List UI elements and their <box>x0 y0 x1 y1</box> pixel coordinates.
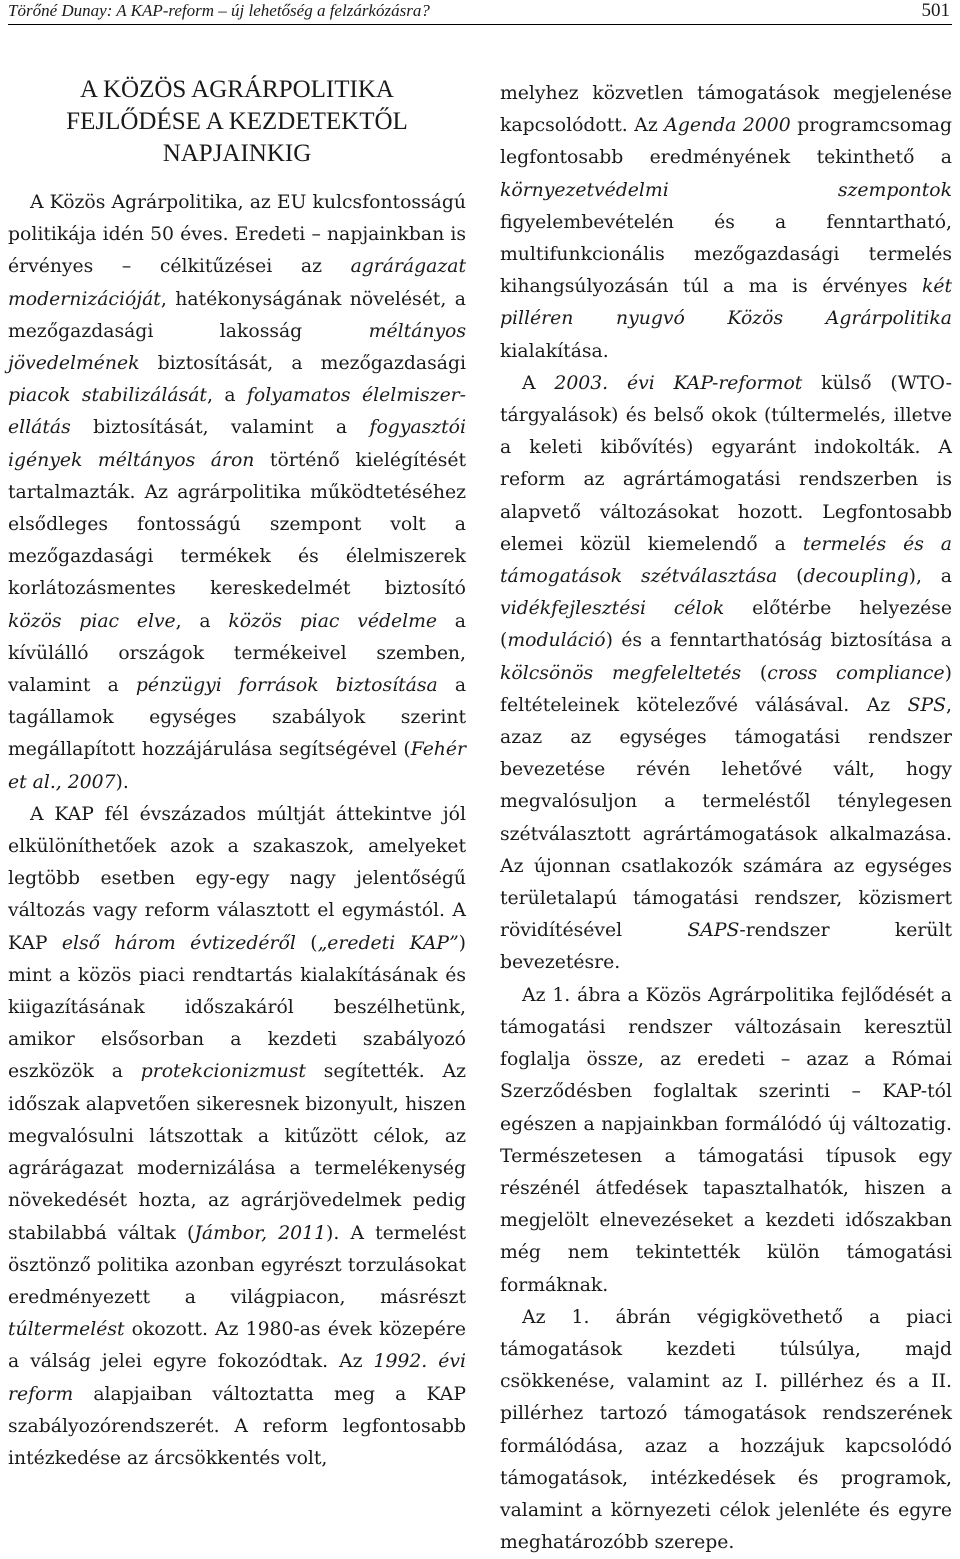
emphasis-text: cross compliance <box>767 662 945 684</box>
body-paragraph <box>500 980 952 1302</box>
emphasis-text: első három évtizedéről <box>61 932 296 954</box>
paragraph-text: melyhez közvetlen támogatások megjelenése kapcsolódott. Az <box>500 83 952 137</box>
paragraph-text: ). <box>115 771 129 793</box>
emphasis-text: SAPS <box>687 920 740 942</box>
emphasis-text: decoupling <box>803 566 909 588</box>
paragraph-text: biztosítását, valamint a <box>70 417 370 439</box>
paragraph-text: ( <box>295 932 318 954</box>
section-heading-line: A KÖZÖS AGRÁRPOLITIKA <box>80 76 394 103</box>
paragraph-text: külső (WTO-tárgyalások) és belső okok (túltermelés, illetve a keleti kibővítés) egyaránt indokolták. A reform az agrártámogatási rendszerben is alapvető változásokat hozott. Legfontosabb elemei közül kiemelendő a <box>500 372 952 555</box>
emphasis-text: Jámbor, 2011 <box>194 1222 327 1244</box>
emphasis-text: fogyasztói igények méltányos áron <box>8 417 466 471</box>
emphasis-text: vidékfejlesztési célok <box>500 598 725 620</box>
section-heading-line: FEJLŐDÉSE A KEZDETEKTŐL <box>66 108 408 135</box>
paragraph-text: programcsomag legfontosabb eredményének tekinthető a <box>500 115 952 169</box>
paragraph-text: A <box>522 372 555 394</box>
body-paragraph <box>500 1302 952 1559</box>
emphasis-text: moduláció <box>507 630 606 652</box>
paragraph-text: okozott. Az 1980-as évek közepére a válság jelei egyre fokozódtak. Az <box>8 1319 466 1373</box>
section-heading-line: NAPJAINKIG <box>162 140 312 167</box>
emphasis-text: két pilléren nyugvó Közös Agrárpolitika <box>500 276 952 330</box>
body-paragraph <box>500 368 952 980</box>
emphasis-text: kölcsönös megfeleltetés <box>500 662 742 684</box>
paragraph-text: a tagállamok egységes szabályok szerint megállapított hozzájárulása segítségével ( <box>8 675 467 761</box>
right-column <box>500 78 952 1559</box>
right-column-body <box>500 78 952 1559</box>
paragraph-text: , hatékonyságának növelését, a mezőgazdasági lakosság <box>8 288 466 342</box>
paragraph-text: A KAP fél évszázados múltját áttekintve jól elkülöníthetőek azok a szakaszok, amelyeket legtöbb esetben egy-egy nagy jelentőségű változás vagy reform választott el egymástól. A KAP <box>8 803 466 954</box>
paragraph-text: A Közös Agrárpolitika, az EU kulcsfontosságú politikája idén 50 éves. Eredeti – napjainkban is érvényes – célkitűzései az <box>8 192 466 278</box>
left-column-body <box>8 187 466 1475</box>
body-paragraph <box>500 78 952 368</box>
emphasis-text: agrárágazat modernizációját <box>8 256 466 310</box>
body-paragraph <box>8 187 466 799</box>
emphasis-text: közös piac védelme <box>228 610 438 632</box>
emphasis-text: környezetvédelmi szempontok <box>500 179 952 201</box>
emphasis-text: piacok stabilizálását <box>8 385 207 407</box>
emphasis-text: folyamatos élelmiszer-ellátás <box>8 385 467 439</box>
paragraph-text: kialakítása. <box>500 340 609 362</box>
emphasis-text: Agenda 2000 <box>664 115 791 137</box>
paragraph-text: segítették. Az időszak alapvetően sikeresnek bizonyult, hiszen megvalósulni látszottak a kitűzött célok, az agrárágazat modernizálása a termelékenység növekedését hozta, az agrárjövedelmek pedig stabilabbá váltak ( <box>8 1061 466 1244</box>
emphasis-text: 2003. évi KAP-reformot <box>554 372 803 394</box>
paragraph-text: alapjaiban változtatta meg a KAP szabályozórendszerét. A reform legfontosabb intézkedése az árcsökkentés volt, <box>8 1383 466 1469</box>
emphasis-text: 1992. évi reform <box>8 1351 466 1405</box>
section-heading <box>8 74 466 170</box>
paragraph-text: Az 1. ábrán végigkövethető a piaci támogatások kezdeti túlsúlya, majd csökkenése, valamint az I. pillérhez és a II. pillérhez tartozó támogatások rendszerének formálódása, azaz a hozzájuk kapcsolódó támogatások, intézkedések és programok, valamint a környezeti célok jelenléte és egyre meghatározóbb szerepe. <box>500 1306 952 1554</box>
paragraph-text: ) feltételeinek kötelezővé válásával. Az <box>500 662 952 716</box>
paragraph-text: történő kielégítését tartalmazták. Az agrárpolitika működtetéséhez elsődleges fontosságú szempont volt a mezőgazdasági termékek és élelmiszerek korlátozásmentes kereskedelmét biztosító <box>8 449 466 600</box>
paragraph-text: , azaz az egységes támogatási rendszer bevezetése révén lehetővé vált, hogy megvalósuljon a termeléstől ténylegesen szétválasztott agrártámogatások alkalmazása. Az újonnan csatlakozók számára az egységes területalapú támogatási rendszer, közismert rövidítésével <box>500 694 952 942</box>
paragraph-text: ( <box>777 566 804 588</box>
paragraph-text: ) és a fenntarthatóság biztosítása a <box>605 630 952 652</box>
emphasis-text: méltányos jövedelmének <box>8 320 466 375</box>
paragraph-text: figyelembevételén és a fenntartható, multifunkcionális mezőgazdasági termelés kihangsúlyozásán túl a ma is érvényes <box>500 211 952 298</box>
paragraph-text: előtérbe helyezése ( <box>500 598 952 652</box>
paragraph-text: , a <box>206 385 247 407</box>
running-head <box>8 0 952 25</box>
emphasis-text: SPS <box>907 694 947 716</box>
paragraph-text: Az 1. ábra a Közös Agrárpolitika fejlődését a támogatási rendszer változásain keresztül foglalja össze, az eredeti – azaz a Római Szerződésben foglaltak szerinti – KAP-tól egészen a napjainkban formálódó új változatig. Természetesen a támogatási típusok egy részénél átfedések tapasztalhatók, hiszen a megjelölt elnevezéseket a kezdeti időszakban még nem tekintették külön támogatási formáknak. <box>500 984 952 1296</box>
paragraph-text: a kívülálló országok termékeivel szemben, valamint a <box>8 610 467 697</box>
emphasis-text: termelés és a támogatások szétválasztása <box>500 533 953 588</box>
emphasis-text: protekcionizmust <box>140 1061 306 1083</box>
running-head-title: Törőné Dunay: A KAP-reform – új lehetőség a felzárkózásra? <box>8 1 430 20</box>
paragraph-text: -rendszer került bevezetésre. <box>500 920 952 974</box>
paragraph-text: ) mint a közös piaci rendtartás kialakításának és kiigazításának időszakáról beszélhetünk, amikor elsősorban a kezdeti szabályozó eszközök a <box>8 932 466 1083</box>
emphasis-text: túltermelést <box>8 1319 125 1341</box>
page-number: 501 <box>921 0 950 21</box>
paragraph-text: ). A termelést ösztönző politika azonban egyrészt torzulásokat eredményezett a világpiacon, másrészt <box>8 1222 466 1308</box>
left-column <box>8 74 466 1475</box>
emphasis-text: „eredeti KAP” <box>317 932 459 954</box>
paragraph-text: ), a <box>908 566 952 588</box>
emphasis-text: közös piac elve <box>8 610 176 632</box>
paragraph-text: ( <box>741 662 768 684</box>
paragraph-text: , a <box>175 610 229 632</box>
emphasis-text: pénzügyi források biztosítása <box>135 675 438 697</box>
paragraph-text: biztosítását, a mezőgazdasági <box>139 353 466 375</box>
body-paragraph <box>8 799 466 1475</box>
emphasis-text: Fehér et al., 2007 <box>8 739 466 793</box>
